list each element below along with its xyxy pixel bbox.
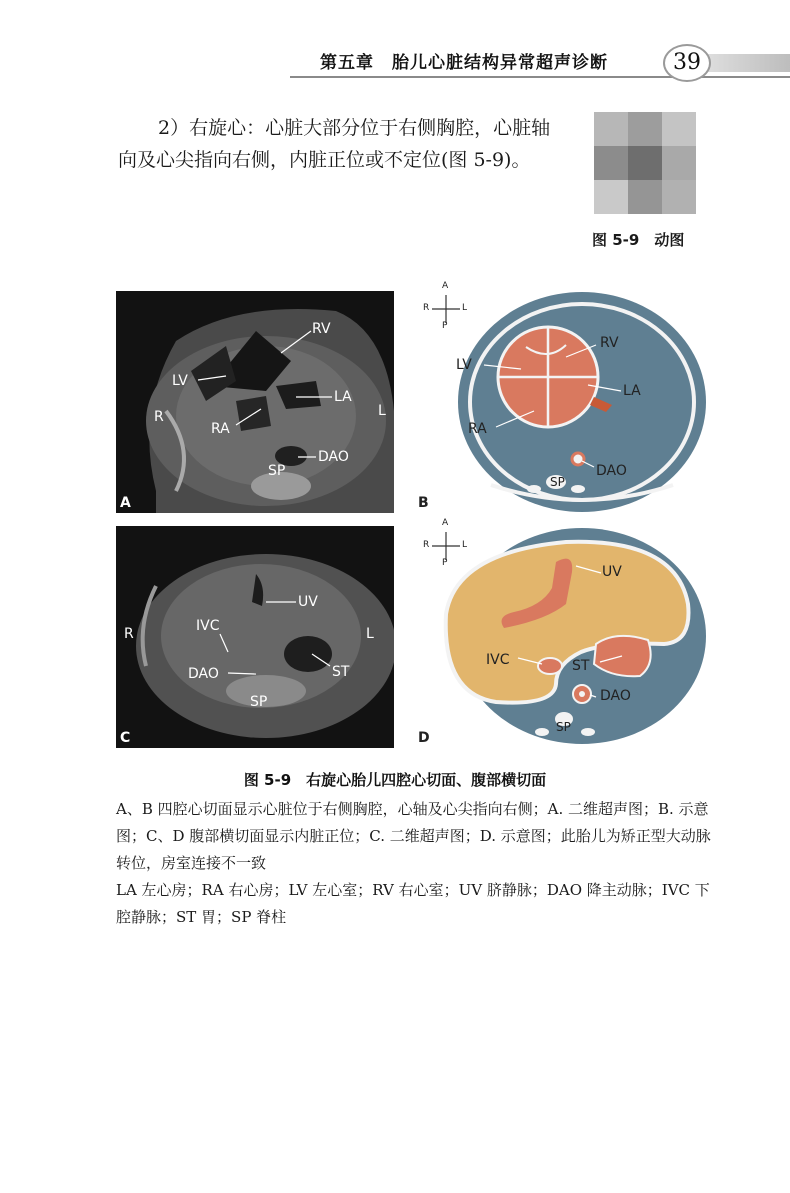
- panel-a-ultrasound: [116, 291, 394, 513]
- schematic-label-dao-d: DAO: [600, 688, 631, 704]
- label-rv: RV: [312, 321, 331, 337]
- label-sp: SP: [268, 463, 286, 479]
- label-ivc: IVC: [196, 618, 220, 634]
- qr-code-image[interactable]: [594, 112, 696, 214]
- schematic-label-dao: DAO: [596, 463, 627, 479]
- chapter-title: 第五章 胎儿心脏结构异常超声诊断: [320, 53, 608, 73]
- panel-c-ultrasound: [116, 526, 394, 748]
- label-r: R: [154, 409, 164, 425]
- page-number: 39: [663, 44, 711, 82]
- label-dao: DAO: [318, 449, 349, 465]
- legend-abbreviations: LA 左心房；RA 右心房；LV 左心室；RV 右心室；UV 脐静脉；DAO 降主动脉；IVC 下腔静脉；ST 胃；SP 脊柱: [116, 881, 710, 926]
- schematic-label-ivc: IVC: [486, 652, 510, 668]
- compass-a-d: A: [442, 518, 449, 528]
- label-st: ST: [332, 664, 350, 680]
- schematic-label-la: LA: [623, 383, 641, 399]
- body-paragraph: [118, 112, 568, 176]
- panel-b-schematic: [416, 281, 706, 515]
- label-l2: L: [366, 626, 374, 642]
- panel-d-schematic: [416, 518, 706, 750]
- schematic-label-rv: RV: [600, 335, 619, 351]
- label-uv: UV: [298, 594, 318, 610]
- label-la: LA: [334, 389, 352, 405]
- schematic-label-st: ST: [572, 658, 590, 674]
- panel-c-letter: C: [120, 730, 131, 746]
- panel-b-letter: B: [418, 495, 429, 511]
- header-rule: [290, 76, 790, 78]
- compass-a: A: [442, 281, 449, 291]
- compass-r: R: [423, 303, 430, 313]
- compass-r-d: R: [423, 540, 430, 550]
- legend-description: A、B 四腔心切面显示心脏位于右侧胸腔，心轴及心尖指向右侧；A. 二维超声图；B. 示意图；C、D 腹部横切面显示内脏正位；C. 二维超声图；D. 示意图；此胎儿为矫正型大动脉转位，房室连接不一致: [116, 800, 711, 872]
- label-sp2: SP: [250, 694, 268, 710]
- schematic-label-lv: LV: [456, 357, 472, 373]
- figure-caption: 图 5-9 右旋心胎儿四腔心切面、腹部横切面: [243, 771, 547, 789]
- qr-caption: 图 5-9 动图: [592, 231, 685, 249]
- label-ra: RA: [211, 421, 230, 437]
- label-lv: LV: [172, 373, 188, 389]
- compass-l: L: [462, 303, 468, 313]
- paragraph-text: 2）右旋心：心脏大部分位于右侧胸腔，心脏轴向及心尖指向右侧，内脏正位或不定位(图 5-9)。: [118, 117, 551, 171]
- label-dao2: DAO: [188, 666, 219, 682]
- schematic-label-uv: UV: [602, 564, 622, 580]
- panel-d-letter: D: [418, 730, 430, 746]
- compass-p: P: [442, 321, 448, 331]
- label-l: L: [378, 403, 386, 419]
- compass-p-d: P: [442, 558, 448, 568]
- label-r2: R: [124, 626, 134, 642]
- panel-a-letter: A: [120, 495, 131, 511]
- compass-l-d: L: [462, 540, 468, 550]
- schematic-label-ra: RA: [468, 421, 487, 437]
- figure-legend: [116, 796, 714, 931]
- schematic-label-sp-d: SP: [556, 720, 571, 734]
- schematic-label-sp: SP: [550, 475, 565, 489]
